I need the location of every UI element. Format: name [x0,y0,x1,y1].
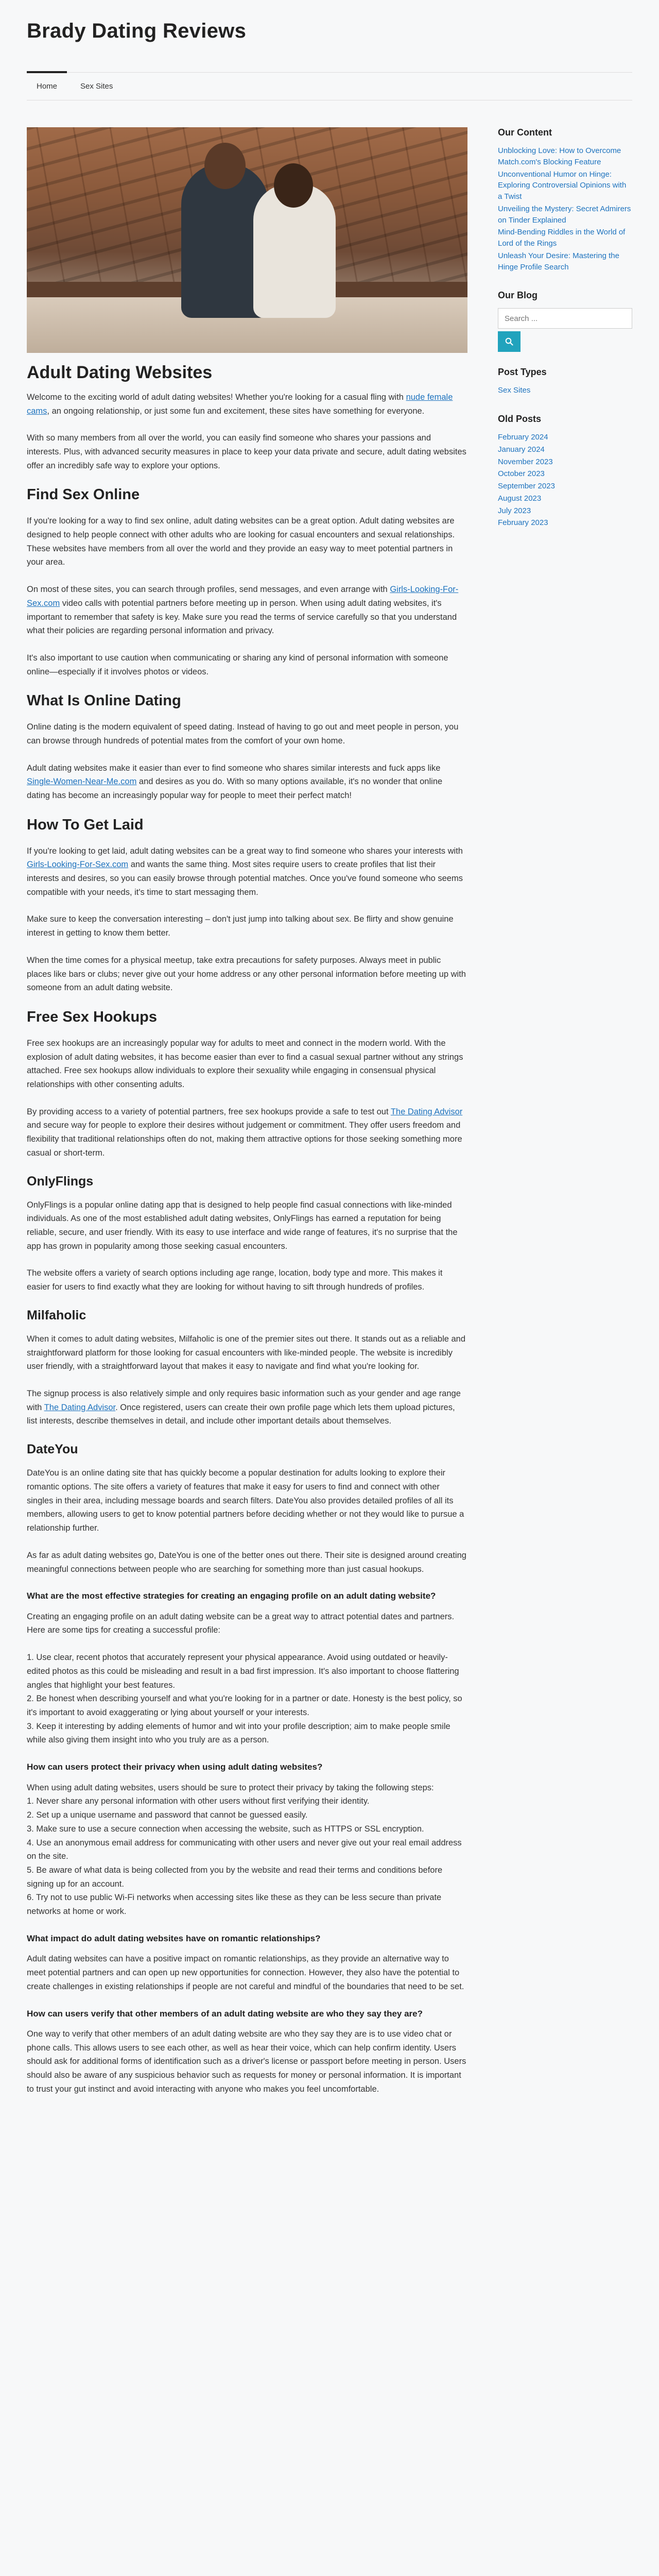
paragraph: OnlyFlings is a popular online dating app that is designed to help people find casual connections with like-minded individuals. As one of the most established adult dating websites, OnlyFlings has earned a reputation for being reliable, secure, and user friendly. With its easy to use interface and wide range of features, it's no surprise that the app has grown in popularity among those seeking casual encounters. [27,1200,458,1251]
link-girls-looking-for-sex[interactable]: Girls-Looking-For-Sex.com [27,860,129,870]
archive-link[interactable]: September 2023 [498,482,555,490]
content-link[interactable]: Unconventional Humor on Hinge: Exploring Controversial Opinions with a Twist [498,170,627,201]
faq-steps [27,1781,467,1919]
list-item [498,444,632,455]
heading-dateyou: DateYou [27,1442,78,1457]
faq-step: When using adult dating websites, users should be sure to protect their privacy by taking the following steps: [27,1783,434,1792]
text: and wants the same thing. Most sites require users to create profiles that list their interests and desires, so you can easily browse through potential matches. Once you've found someone who seems compatible with your needs, it's time to start messaging them. [27,860,463,897]
text: By providing access to a variety of potential partners, free sex hookups provide a safe to test out [27,1107,391,1116]
text: video calls with potential partners before meeting up in person. When using adult dating websites, it's important to remember that safety is key. Make sure you read the terms of service carefully so that you understand what their policies are regarding personal information and privacy. [27,598,457,636]
archive-link[interactable]: August 2023 [498,494,542,503]
main-content [27,127,467,2110]
paragraph [27,391,467,418]
sidebar [498,127,632,546]
text: Welcome to the exciting world of adult dating websites! Whether you're looking for a casual fling with [27,392,406,402]
nav-item-sex-sites[interactable]: Sex Sites [80,82,113,91]
faq-question: What impact do adult dating websites have on romantic relationships? [27,1933,321,1943]
widget-title: Our Content [498,127,552,138]
widget-title: Our Blog [498,290,537,301]
paragraph: Creating an engaging profile on an adult dating website can be a great way to attract potential dates and partners. Here are some tips for creating a successful profile: [27,1612,455,1635]
nav-item-home[interactable]: Home [27,73,67,100]
text: and desires as you do. With so many options available, it's no wonder that online dating has become an increasingly popular way for people to meet their perfect match! [27,777,443,801]
hero-head-left [204,143,246,189]
widget-our-blog [498,290,632,349]
paragraph: When it comes to adult dating websites, Milfaholic is one of the premier sites out there. It stands out as a reliable and straightforward platform for those looking for casual encounters with like-minded people. The website is incredibly user friendly, with a straightforward layout that makes it easy to navigate and find what you're looking for. [27,1334,466,1371]
list-item [498,481,632,492]
archive-link[interactable]: October 2023 [498,469,545,479]
text: . Once registered, users can create their own profile page which lets them upload pictures, list interests, describe themselves in detail, and include other important details about themselves. [27,1402,455,1426]
content-link[interactable]: Unblocking Love: How to Overcome Match.com's Blocking Feature [498,146,621,166]
main-navigation [27,72,632,100]
paragraph: As far as adult dating websites go, DateYou is one of the better ones out there. Their site is designed around creating meaningful connections between people who are searching for something more than just casual hookups. [27,1550,466,1574]
list-item [498,169,632,202]
site-title[interactable]: Brady Dating Reviews [27,20,247,42]
paragraph [27,844,467,900]
list-item [498,517,632,529]
archive-list [498,432,632,529]
widget-title: Old Posts [498,414,542,424]
list-item [498,468,632,480]
list-item [498,204,632,226]
search-form [498,308,632,349]
paragraph: Online dating is the modern equivalent of speed dating. Instead of having to go out and meet people in person, you can browse through hundreds of potential mates from the comfort of your own home. [27,722,459,745]
link-girls-looking-for-sex[interactable]: Girls-Looking-For-Sex.com [27,585,459,608]
link-single-women-near-me[interactable]: Single-Women-Near-Me.com [27,777,137,787]
faq-step: 4. Use an anonymous email address for communicating with other users and never give out your real email address on the site. [27,1838,462,1861]
post-types-list [498,385,632,396]
faq-step: 3. Keep it interesting by adding elements of humor and wit into your profile description; aim to make people smile while also giving them insight into who you truly are as a person. [27,1721,450,1745]
faq-step: 1. Never share any personal information with other users without first verifying their identity. [27,1797,370,1806]
faq-question: How can users protect their privacy when using adult dating websites? [27,1762,323,1772]
paragraph: The website offers a variety of search options including age range, location, body type and more. This makes it easier for users to find exactly what they are looking for without having to sift through hundreds of profiles. [27,1268,443,1292]
archive-link[interactable]: February 2023 [498,518,548,528]
faq-step: 6. Try not to use public Wi-Fi networks when accessing sites like these as they can be less secure than private networks at home or work. [27,1893,442,1917]
list-item [498,385,632,396]
heading-how-to-get-laid: How To Get Laid [27,816,144,833]
paragraph [27,761,467,803]
article-title: Adult Dating Websites [27,363,213,382]
list-item [498,432,632,443]
widget-post-types [498,367,632,396]
list-item [498,456,632,468]
heading-onlyflings: OnlyFlings [27,1174,94,1189]
archive-link[interactable]: February 2024 [498,433,548,442]
list-item [498,493,632,504]
link-nude-female-cams[interactable]: nude female cams [27,392,453,416]
paragraph [27,1105,467,1160]
content-link[interactable]: Unveiling the Mystery: Secret Admirers on Tinder Explained [498,204,631,225]
list-item [498,227,632,249]
paragraph: DateYou is an online dating site that has quickly become a popular destination for adults looking to explore their romantic options. The site offers a variety of features that make it easy for users to find and connect with other singles in their area, including message boards and search filters. DateYou also provides detailed profiles of all its members, allowing users to get to know potential partners before deciding whether or not they would like to pursue a relationship further. [27,1468,464,1533]
paragraph: With so many members from all over the world, you can easily find someone who shares your passions and interests. Plus, with advanced security measures in place to keep your data private and secure, adult dating websites offer an incredibly safe way to explore your options. [27,433,466,470]
archive-link[interactable]: July 2023 [498,506,531,515]
widget-our-content [498,127,632,273]
paragraph [27,1387,467,1428]
widget-title: Post Types [498,367,547,378]
paragraph [27,583,467,638]
paragraph: It's also important to use caution when communicating or sharing any kind of personal information with someone online—especially if it involves photos or videos. [27,653,448,676]
search-input[interactable] [498,308,632,329]
text: Adult dating websites make it easier than ever to find someone who shares similar interests and fuck apps like [27,763,441,773]
content-link[interactable]: Unleash Your Desire: Mastering the Hinge Profile Search [498,251,619,272]
paragraph: If you're looking for a way to find sex online, adult dating websites can be a great option. Adult dating websites are designed to help people connect with other adults who are looking for casual encounters and sexual relationships. These websites have members from all over the world and they provide an easy way to meet potential partners in your area. [27,516,455,567]
paragraph: When the time comes for a physical meetup, take extra precautions for safety purposes. Always meet in public places like bars or clubs; never give out your home address or any other personal information before meeting up with someone from an adult dating website. [27,955,466,993]
text: The signup process is also relatively simple and only requires basic information such as your gender and age range with [27,1389,461,1412]
archive-link[interactable]: November 2023 [498,457,553,466]
faq-step: 5. Be aware of what data is being collected from you by the website and read their terms and conditions before signing up for an account. [27,1866,443,1889]
list-item [498,505,632,517]
content-link[interactable]: Mind-Bending Riddles in the World of Lord of the Rings [498,228,626,248]
site-header [0,0,659,44]
link-the-dating-advisor[interactable]: The Dating Advisor [390,1107,463,1116]
paragraph: One way to verify that other members of an adult dating website are who they say they are is to use video chat or phone calls. This allows users to see each other, as well as hear their voice, which can help confirm identity. Users should ask for additional forms of identification such as a driver's license or passport before meeting in person. Users should also be aware of any suspicious behavior such as requests for money or personal information. It is important to trust your gut instinct and avoid interacting with anyone who makes you feel uncomfortable. [27,2029,466,2094]
text: On most of these sites, you can search through profiles, send messages, and even arrange with [27,585,390,595]
faq-step: 2. Set up a unique username and password that cannot be guessed easily. [27,1810,308,1820]
faq-step: 1. Use clear, recent photos that accurately represent your physical appearance. Avoid using outdated or heavily-edited photos as this could be misleading and result in a bad first impression. It's also important to choose flattering angles that highlight your best features. [27,1653,459,1690]
faq-question: What are the most effective strategies for creating an engaging profile on an adult dating website? [27,1591,436,1601]
search-icon [505,337,513,346]
text: If you're looking to get laid, adult dating websites can be a great way to find someone who shares your interests with [27,846,463,856]
heading-find-sex-online: Find Sex Online [27,486,140,503]
faq-steps [27,1651,467,1747]
heading-what-is-online-dating: What Is Online Dating [27,692,181,709]
faq-step: 3. Make sure to use a secure connection when accessing the website, such as HTTPS or SSL encryption. [27,1824,424,1834]
paragraph: Adult dating websites can have a positive impact on romantic relationships, as they provide an alternative way to meet potential partners and can open up new opportunities for connection. However, they also have the potential to create challenges in existing relationships if people are not careful and mindful of the boundaries that need to be set. [27,1954,464,1991]
content-list [498,145,632,273]
heading-milfaholic: Milfaholic [27,1308,86,1323]
archive-link[interactable]: January 2024 [498,445,545,454]
paragraph: Free sex hookups are an increasingly popular way for adults to meet and connect in the modern world. With the explosion of adult dating websites, it has become easier than ever to find a casual sexual partner without any strings attached. Free sex hookups allow individuals to explore their sexuality while engaging in consensual physical relationships with other consenting adults. [27,1038,463,1089]
text: and secure way for people to explore their desires without judgement or commitment. They offer users freedom and flexibility that traditional relationships often do not, making them attractive options for those seeking something more casual or short-term. [27,1121,462,1158]
faq-step: 2. Be honest when describing yourself and what you're looking for in a partner or date. Honesty is the best policy, so it's important to avoid exaggerating or lying about yourself or your interests. [27,1694,462,1718]
faq-question: How can users verify that other members of an adult dating website are who they say they are? [27,2008,423,2019]
article [27,353,467,2096]
list-item [498,145,632,168]
search-button[interactable] [498,331,521,352]
heading-free-sex-hookups: Free Sex Hookups [27,1009,158,1026]
link-the-dating-advisor[interactable]: The Dating Advisor [44,1402,116,1412]
list-item [498,250,632,273]
featured-image [27,127,467,353]
hero-head-right [274,163,313,208]
post-type-link[interactable]: Sex Sites [498,386,531,395]
paragraph: Make sure to keep the conversation interesting – don't just jump into talking about sex. Be flirty and show genuine interest in getting to know them better. [27,914,454,938]
text: , an ongoing relationship, or just some fun and excitement, these sites have something for everyone. [47,406,425,416]
widget-old-posts [498,414,632,529]
